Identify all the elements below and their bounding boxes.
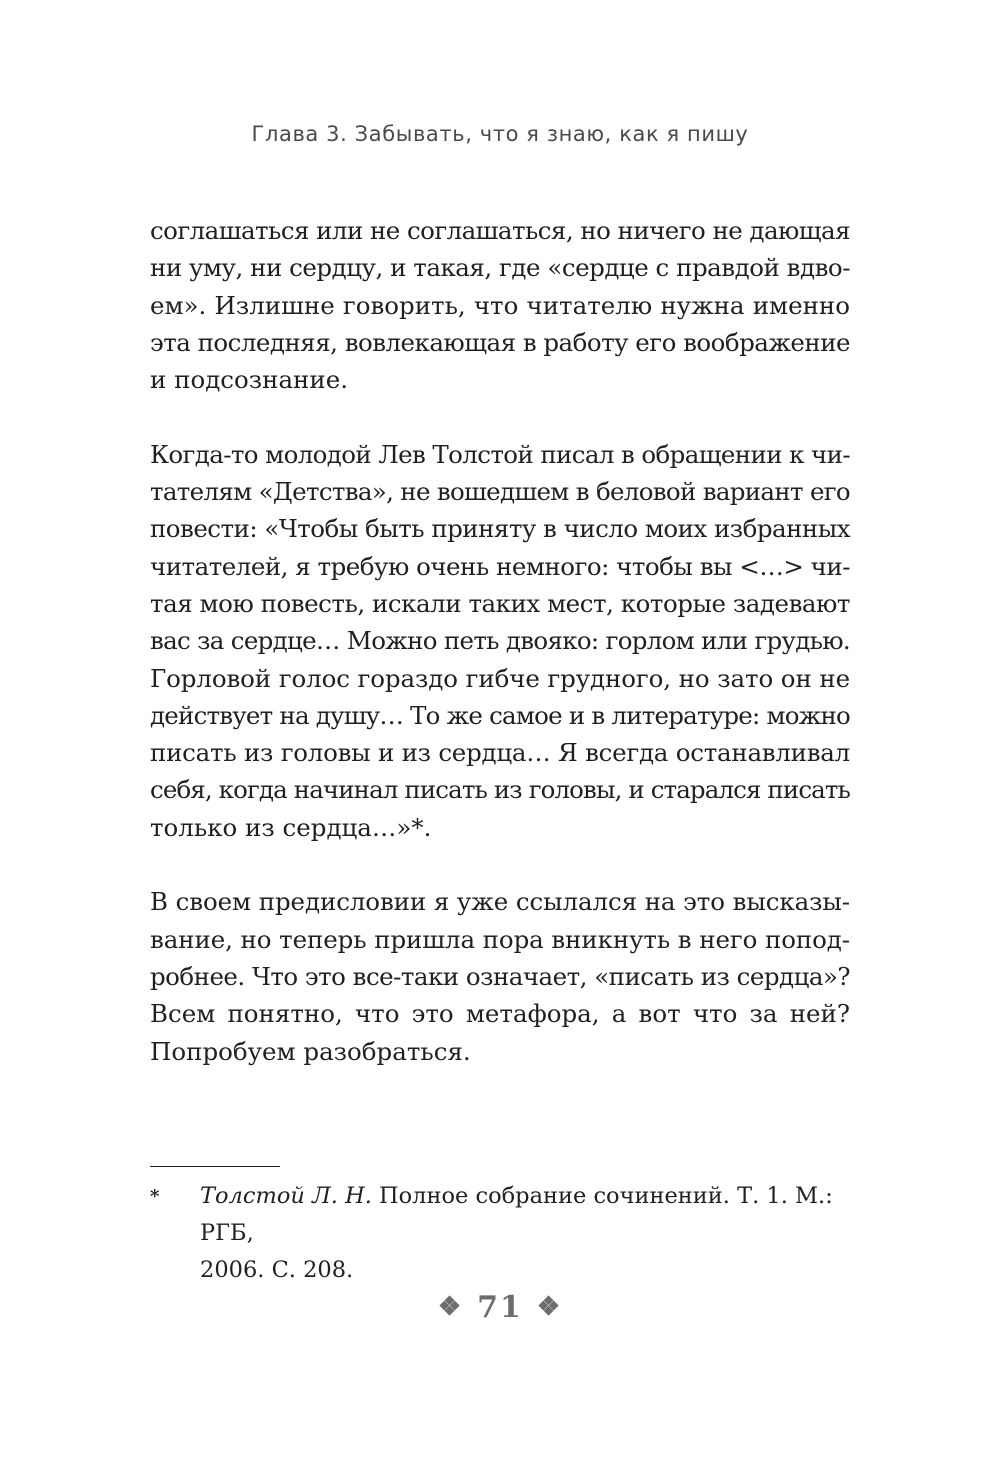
text-line: действует на душу… То же самое и в литературе: можно <box>150 700 850 730</box>
body-text <box>150 212 850 1070</box>
text-line: читателей, я требую очень немного: чтобы вы <…> чи- <box>150 551 850 581</box>
text-line: только из сердца…»*. <box>150 812 432 842</box>
paragraph-2 <box>150 436 850 846</box>
page-number: 71 <box>477 1290 523 1325</box>
footnote-author: Толстой Л. Н. <box>200 1183 372 1209</box>
text-line: Горловой голос гораздо гибче грудного, но зато он не <box>150 663 850 693</box>
text-line: Попробуем разобраться. <box>150 1036 471 1066</box>
text-line: ем». Излишне говорить, что читателю нужна именно <box>150 290 850 320</box>
text-line: В своем предисловии я уже ссылался на это высказы- <box>150 887 850 917</box>
paragraph-1 <box>150 212 850 398</box>
paragraph-gap <box>150 398 850 435</box>
text-line: повести: «Чтобы быть приняту в число моих избранных <box>150 514 850 544</box>
text-line: Когда-то молодой Лев Толстой писал в обращении к чи- <box>150 439 850 469</box>
paragraph-gap <box>150 846 850 883</box>
ornament-diamond-icon: ❖ <box>536 1292 563 1322</box>
paragraph-3 <box>150 883 850 1069</box>
text-line: тателям «Детства», не вошедшем в беловой вариант его <box>150 477 850 507</box>
footnote-marker: * <box>150 1186 160 1207</box>
text-line: робнее. Что это все-таки означает, «писать из сердца»? <box>150 961 851 991</box>
ornament-diamond-icon: ❖ <box>437 1292 464 1322</box>
text-line: и подсознание. <box>150 365 348 395</box>
text-line: себя, когда начинал писать из головы, и старался писать <box>150 775 850 805</box>
text-line: вас за сердце… Можно петь двояко: горлом или грудью. <box>150 626 850 656</box>
footnote-citation-continued: 2006. С. 208. <box>200 1257 354 1283</box>
page-folio <box>0 1290 1000 1325</box>
text-line: Всем понятно, что это метафора, а вот что за ней? <box>150 999 850 1029</box>
footnote-rule <box>150 1166 280 1167</box>
footnote-text <box>200 1178 850 1289</box>
text-line: вание, но теперь пришла пора вникнуть в него попод- <box>150 924 850 954</box>
footnote-citation: Полное собрание сочинений. Т. 1. М.: РГБ, <box>200 1183 833 1246</box>
text-line: ни уму, ни сердцу, и такая, где «сердце с правдой вдво- <box>150 253 850 283</box>
text-line: писать из головы и из сердца… Я всегда останавливал <box>150 738 850 768</box>
text-line: эта последняя, вовлекающая в работу его воображение <box>150 327 850 357</box>
text-line: соглашаться или не соглашаться, но ничего не дающая <box>150 216 850 245</box>
footnote <box>150 1178 850 1289</box>
text-line: тая мою повесть, искали таких мест, которые задевают <box>150 588 850 618</box>
running-head: Глава 3. Забывать, что я знаю, как я пишу <box>251 122 749 146</box>
